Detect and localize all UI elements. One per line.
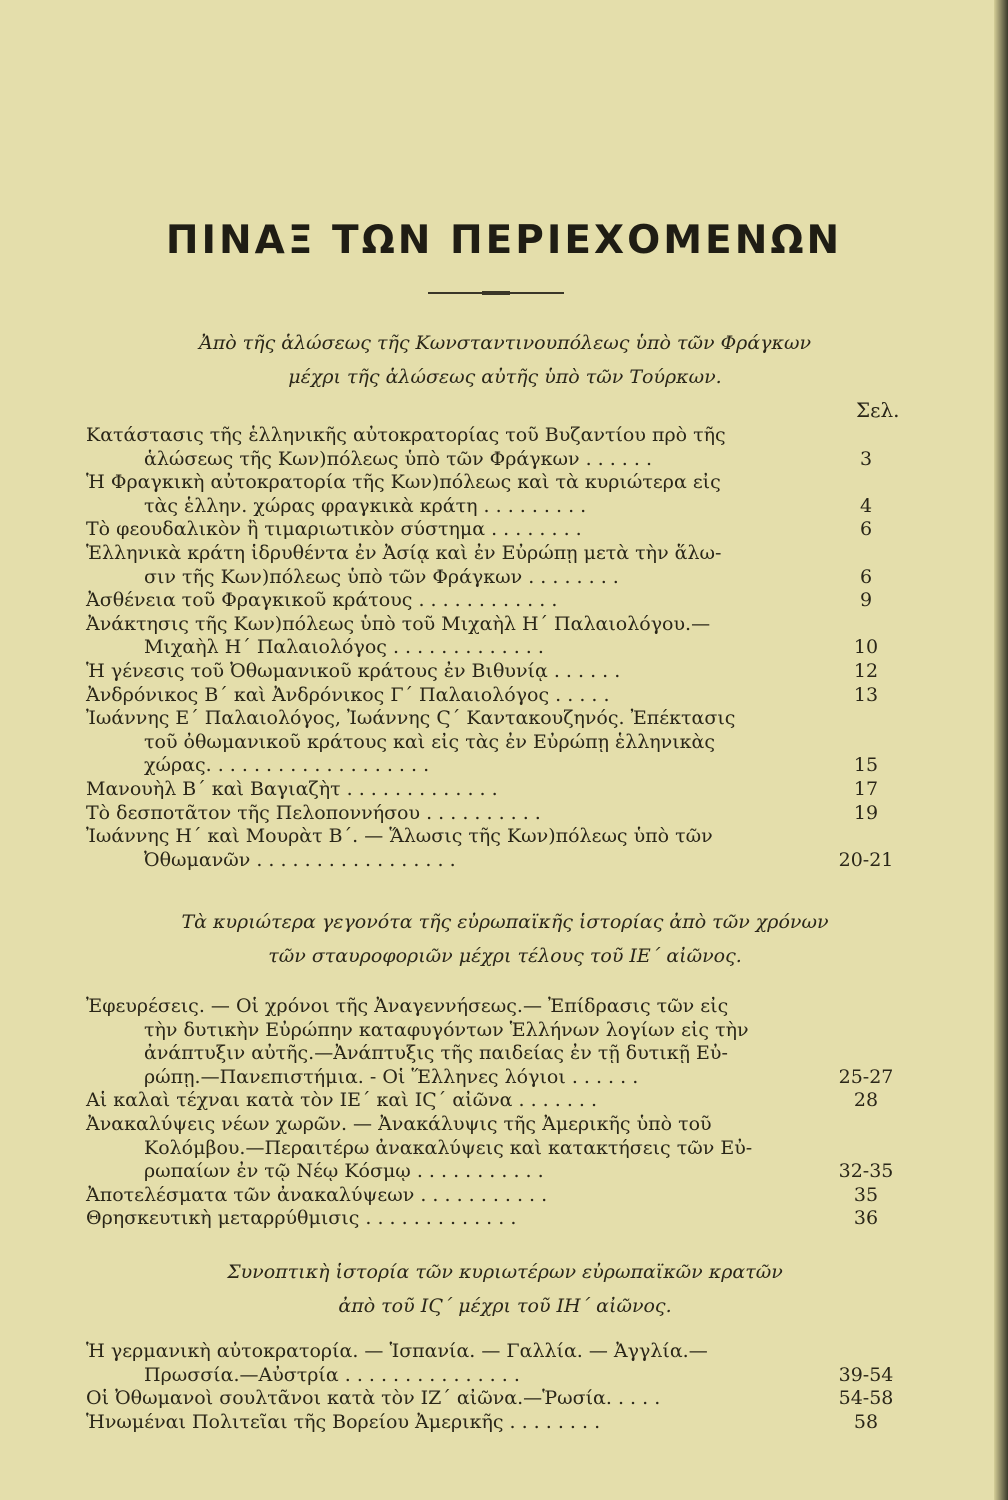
toc-entry-line: Τὸ φεουδαλικὸν ἢ τιμαριωτικὸν σύστημα . . . . . . . . [86,518,582,541]
toc-entry-line: Πρωσσία.—Αὐστρία . . . . . . . . . . . . . . . [144,1363,520,1386]
toc-entry [86,1387,908,1411]
toc-entry [86,589,908,613]
toc-entry-line: χώρας. . . . . . . . . . . . . . . . . . . [144,754,430,777]
toc-entry-page: 58 [853,1410,879,1433]
toc-entry-line: ρώπῃ.—Πανεπιστήμια. - Οἱ Ἕλληνες λόγιοι . . . . . . [144,1065,639,1088]
toc-entry-page: 6 [859,518,873,541]
toc-entry-line: Ἀσθένεια τοῦ Φραγκικοῦ κράτους . . . . . . . . . . . . [86,589,558,612]
toc-entry [86,1411,908,1435]
section-1-entries [86,424,908,872]
toc-entry [86,684,908,708]
toc-entry-page: 19 [853,801,879,824]
toc-entry-line: Ἀνδρόνικος Β΄ καὶ Ἀνδρόνικος Γ΄ Παλαιολόγος . . . . . [86,683,610,706]
toc-entry-page: 20-21 [838,848,894,871]
toc-entry-line: Ὀθωμανῶν . . . . . . . . . . . . . . . . . [144,848,456,871]
toc-entry [86,707,908,778]
section-heading-1: Ἀπὸ τῆς ἁλώσεως τῆς Κωνσταντινουπόλεως ὑπὸ τῶν Φράγκων μέχρι τῆς ἁλώσεως αὐτῆς ὑπὸ τῶν Τούρκων. [198,332,812,388]
toc-entry [86,1184,908,1208]
toc-entry-page: 12 [853,659,879,682]
toc-entry-page: 15 [853,754,879,777]
toc-entry-page: 35 [853,1183,879,1206]
section-2-entries [86,995,908,1231]
toc-entry-page: 13 [853,683,879,706]
toc-entry-line: Μιχαὴλ Η΄ Παλαιολόγος . . . . . . . . . . . . . [144,636,544,659]
toc-entry-line: σιν τῆς Κων)πόλεως ὑπὸ τῶν Φράγκων . . . . . . . . [144,565,619,588]
toc-entry-page: 54-58 [838,1387,894,1410]
toc-entry-line: ἁλώσεως τῆς Κων)πόλεως ὑπὸ τῶν Φράγκων . . . . . . [144,447,652,470]
toc-entry-line: Τὸ δεσποτᾶτον τῆς Πελοποννήσου . . . . . . . . . . [86,801,541,824]
toc-entry-line: τὴν δυτικὴν Εὐρώπην καταφυγόντων Ἑλλήνων λογίων εἰς τὴν [144,1018,749,1041]
toc-entry-line: Ἑλληνικὰ κράτη ἱδρυθέντα ἐν Ἀσίᾳ καὶ ἐν Εὐρώπῃ μετὰ τὴν ἅλω- [86,541,722,564]
toc-entry [86,518,908,542]
toc-entry-line: Αἱ καλαὶ τέχναι κατὰ τὸν ΙΕ΄ καὶ ΙϚ΄ αἰῶνα . . . . . . . [86,1089,598,1112]
toc-entry-page: 17 [853,777,879,800]
toc-entry-page: 10 [853,636,879,659]
toc-entry-line: τοῦ ὀθωμανικοῦ κράτους καὶ εἰς τὰς ἐν Εὐρώπῃ ἑλληνικὰς [144,730,716,753]
toc-entry-line: Ἀνακαλύψεις νέων χωρῶν. — Ἀνακάλυψις τῆς Ἀμερικῆς ὑπὸ τοῦ [86,1112,712,1135]
toc-entry-page: 32-35 [838,1160,894,1183]
toc-entry-page: 36 [853,1207,879,1230]
section-3-entries [86,1340,908,1434]
toc-entry-line: Ἡ γένεσις τοῦ Ὀθωμανικοῦ κράτους ἐν Βιθυνίᾳ . . . . . . [86,659,621,682]
toc-entry [86,1089,908,1113]
toc-entry-page: 6 [859,565,873,588]
toc-entry-line: ρωπαίων ἐν τῷ Νέῳ Κόσμῳ . . . . . . . . . . . [144,1160,544,1183]
toc-entry-page: 4 [859,494,873,517]
section-heading-2: Τὰ κυριώτερα γεγονότα τῆς εὐρωπαϊκῆς ἱστορίας ἀπὸ τῶν χρόνων τῶν σταυροφοριῶν μέχρι τέλους τοῦ ΙΕ΄ αἰῶνος. [181,911,829,967]
toc-entry [86,995,908,1089]
toc-entry [86,660,908,684]
title-rule [428,292,564,294]
page-column-label: Σελ. [856,398,900,422]
toc-entry-line: Ἀποτελέσματα τῶν ἀνακαλύψεων . . . . . . . . . . . [86,1183,548,1206]
toc-entry-line: Ἡνωμέναι Πολιτεῖαι τῆς Βορείου Ἀμερικῆς . . . . . . . . [86,1410,601,1433]
toc-entry-page: 25-27 [838,1065,894,1088]
toc-entry-line: Ἰωάννης Ε΄ Παλαιολόγος, Ἰωάννης Ϛ΄ Καντακουζηνός. Ἐπέκτασις [86,707,736,730]
toc-entry [86,424,908,471]
toc-entry-page: 3 [859,447,873,470]
toc-entry-line: Ἡ γερμανικὴ αὐτοκρατορία. — Ἱσπανία. — Γαλλία. — Ἀγγλία.— [86,1340,708,1362]
toc-entry [86,778,908,802]
toc-entry-line: Ἀνάκτησις τῆς Κων)πόλεως ὑπὸ τοῦ Μιχαὴλ Η΄ Παλαιολόγου.— [86,612,711,635]
toc-entry [86,542,908,589]
toc-entry [86,1340,908,1387]
toc-entry-page: 28 [853,1089,879,1112]
toc-entry [86,1207,908,1231]
toc-entry [86,825,908,872]
toc-entry [86,802,908,826]
toc-entry-line: Κολόμβου.—Περαιτέρω ἀνακαλύψεις καὶ κατακτήσεις τῶν Εὐ- [144,1136,753,1159]
toc-entry-line: Ἰωάννης Η΄ καὶ Μουρὰτ Β΄. — Ἅλωσις τῆς Κων)πόλεως ὑπὸ τῶν [86,825,713,848]
toc-entry [86,1113,908,1184]
section-heading-3: Συνοπτικὴ ἱστορία τῶν κυριωτέρων εὐρωπαϊκῶν κρατῶν ἀπὸ τοῦ ΙϚ΄ μέχρι τοῦ ΙΗ΄ αἰῶνος. [227,1261,783,1317]
toc-entry-page: 39-54 [838,1363,894,1386]
page-title: ΠΙΝΑΞ ΤΩΝ ΠΕΡΙΕΧΟΜΕΝΩΝ [165,218,843,263]
toc-entry-line: Ἡ Φραγκικὴ αὐτοκρατορία τῆς Κων)πόλεως καὶ τὰ κυριώτερα εἰς [86,471,721,494]
toc-entry-line: Θρησκευτικὴ μεταρρύθμισις . . . . . . . . . . . . . [86,1207,517,1230]
toc-entry-line: Κατάστασις τῆς ἑλληνικῆς αὐτοκρατορίας τοῦ Βυζαντίου πρὸ τῆς [86,424,726,446]
toc-entry-line: Ἐφευρέσεις. — Οἱ χρόνοι τῆς Ἀναγεννήσεως.— Ἐπίδρασις τῶν εἰς [86,995,729,1017]
toc-entry-line: Οἱ Ὀθωμανοὶ σουλτᾶνοι κατὰ τὸν ΙΖ΄ αἰῶνα.—Ῥωσία. . . . . [86,1387,661,1410]
toc-entry-page: 9 [859,589,873,612]
toc-entry-line: ἀνάπτυξιν αὐτῆς.—Ἀνάπτυξις τῆς παιδείας ἐν τῇ δυτικῇ Εὐ- [144,1042,728,1065]
toc-entry-line: τὰς ἑλλην. χώρας φραγκικὰ κράτη . . . . . . . . . [144,494,587,517]
toc-entry [86,613,908,660]
toc-entry [86,471,908,518]
toc-entry-line: Μανουὴλ Β΄ καὶ Βαγιαζὴτ . . . . . . . . . . . . . [86,777,498,800]
